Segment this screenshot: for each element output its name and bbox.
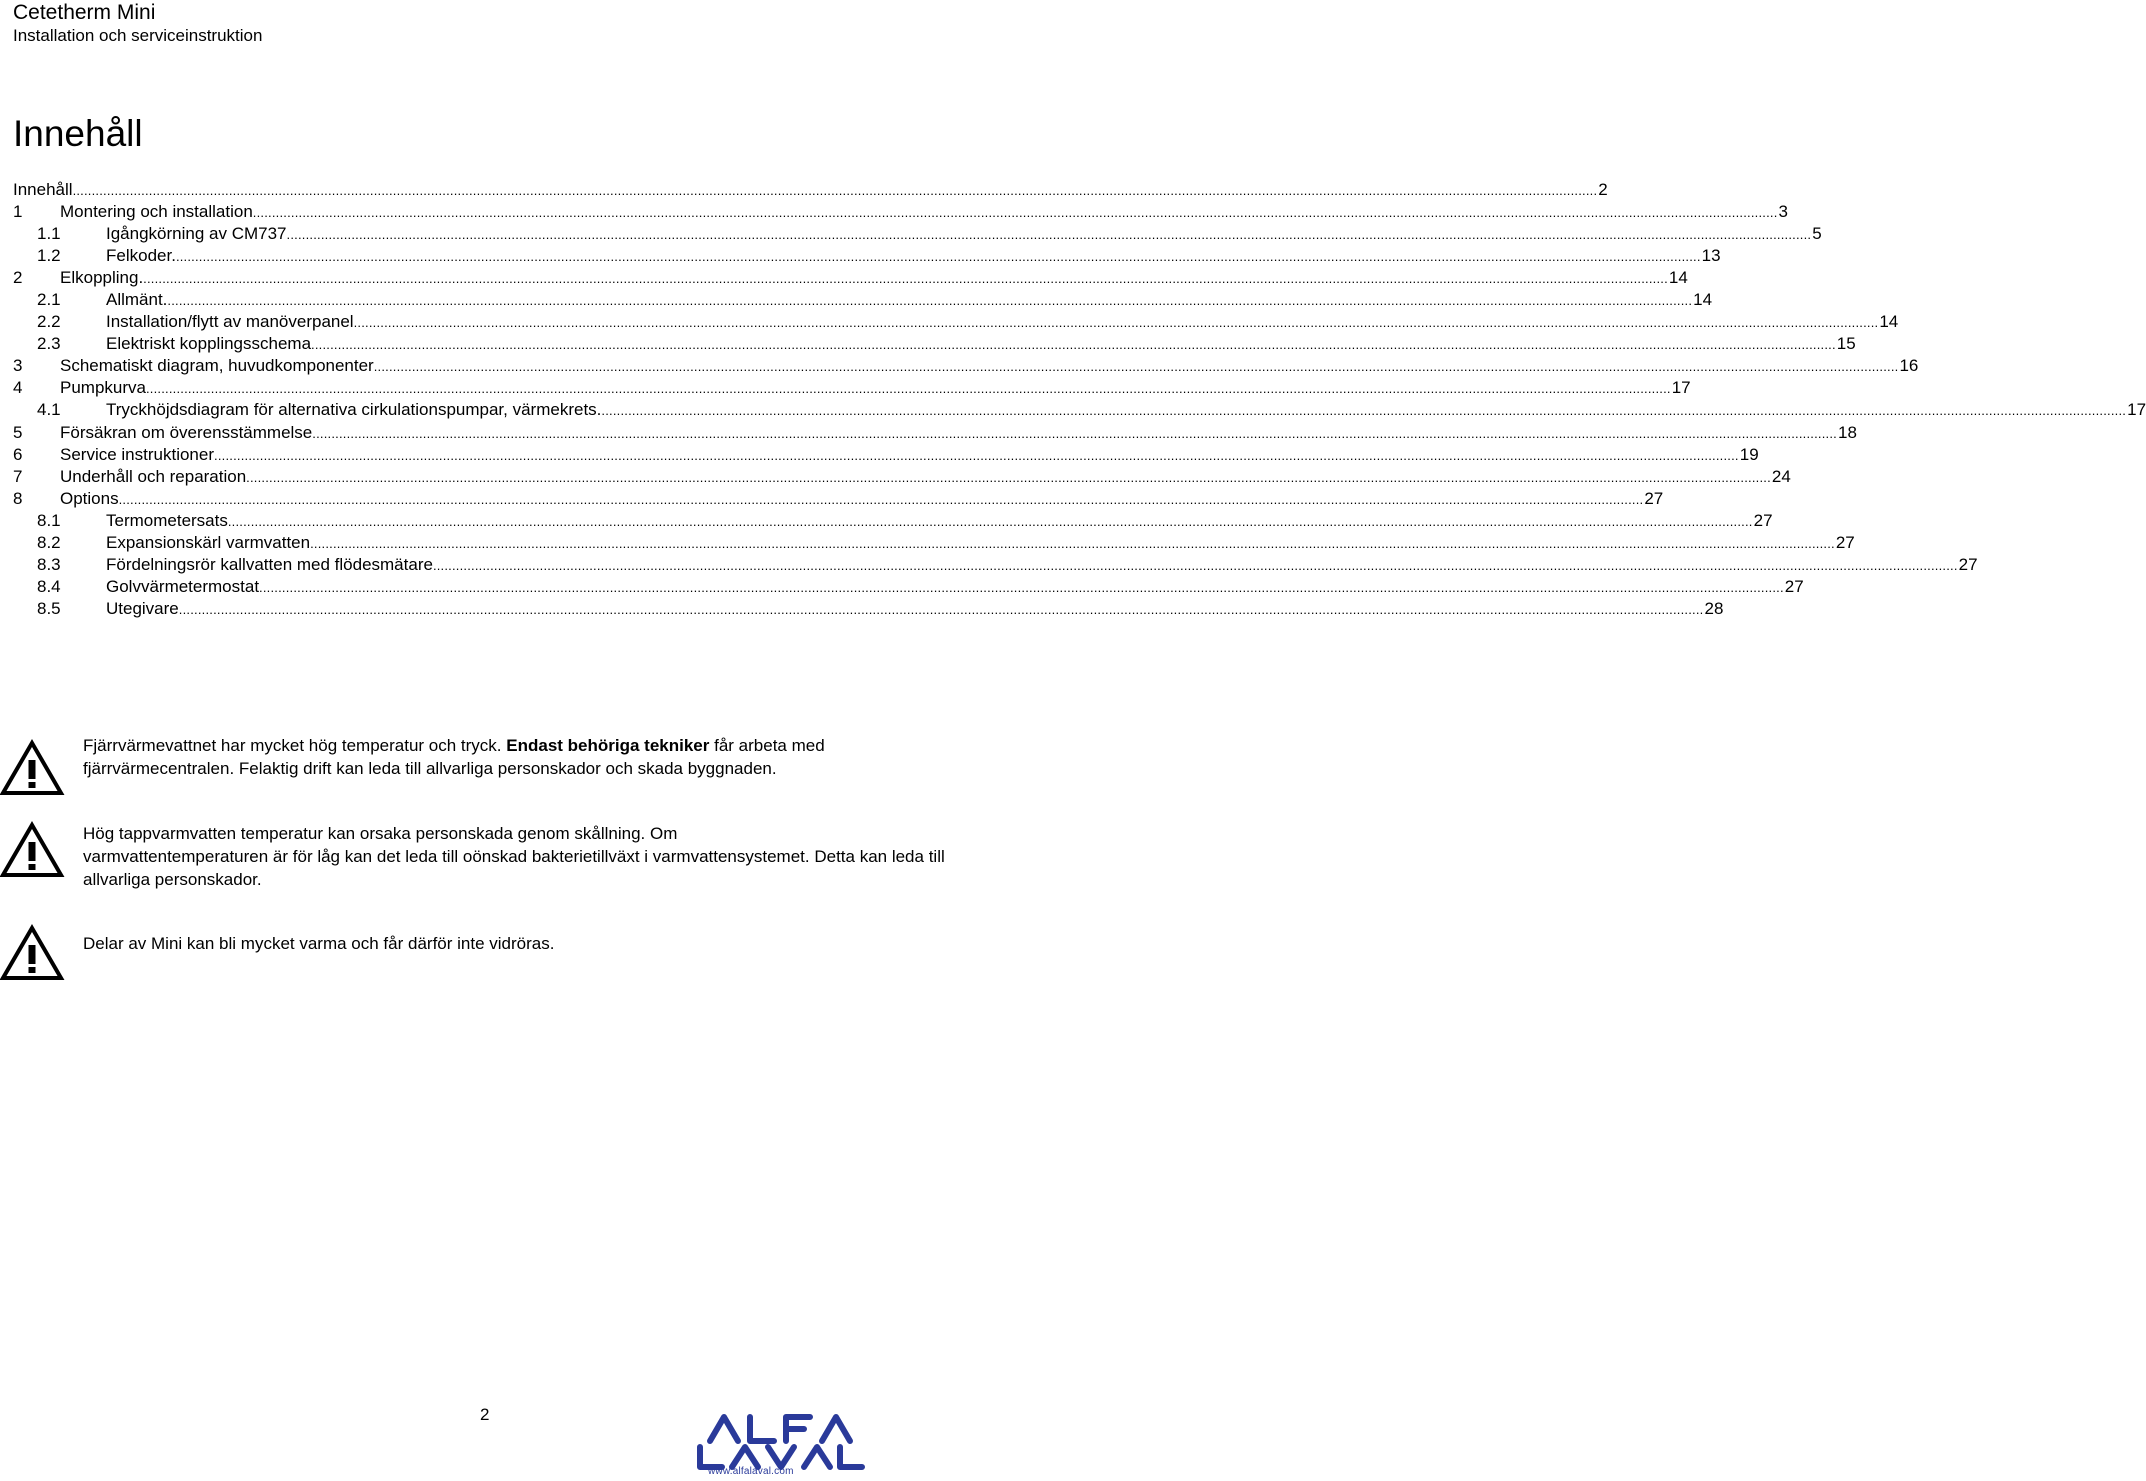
toc-entry-number: 7 [13, 466, 23, 486]
toc-entry-page: 27 [1644, 488, 1664, 508]
toc-entry-page: 27 [1835, 532, 1855, 552]
toc-entry[interactable] [13, 466, 1791, 488]
toc-entry-number: 2 [13, 268, 23, 288]
toc-entry-page: 15 [1836, 334, 1856, 354]
toc-entry[interactable] [13, 532, 1855, 554]
warning-text-1: Fjärrvärmevattnet har mycket hög temperatur och tryck. Endast behöriga tekniker får arbeta med fjärrvärmecentralen. Felaktig drift kan leda till allvarliga personskador och skada byggnaden. [83, 736, 825, 778]
toc-entry-label: Termometersats [106, 510, 228, 530]
toc-entry-page: 28 [1704, 598, 1724, 618]
toc-entry-page: 17 [2127, 400, 2146, 420]
toc-entry-page: 17 [1671, 378, 1691, 398]
toc-entry-page: 27 [1784, 576, 1804, 596]
toc-entry-number: 4 [13, 378, 23, 398]
toc-leader-dots: ................................................................................................................................................................................................................................................................................................................................................................................................................ [118, 491, 1644, 507]
toc-entry-page: 5 [1812, 224, 1822, 244]
toc-entry[interactable] [13, 444, 1759, 466]
toc-leader-dots: ................................................................................................................................................................................................................................................................................................................................................................................................................ [145, 381, 1671, 397]
toc-entry-page: 16 [1899, 356, 1919, 376]
toc-entry[interactable] [13, 598, 1724, 620]
toc-entry-label: Installation/flytt av manöverpanel [106, 312, 354, 332]
toc-leader-dots: ................................................................................................................................................................................................................................................................................................................................................................................................................ [312, 425, 1837, 441]
toc-entry-number: 8.5 [37, 598, 61, 618]
toc-entry-number: 8.3 [37, 554, 61, 574]
toc-leader-dots: ................................................................................................................................................................................................................................................................................................................................................................................................................ [167, 293, 1693, 309]
warning-text-2: Hög tappvarmvatten temperatur kan orsaka personskada genom skållning. Om varmvattentemperaturen är för låg kan det leda till oönskad bakterietillväxt i varmvattensystemet. Detta kan leda till allvarliga personskador. [83, 824, 945, 889]
toc-entry-number: 1 [13, 202, 23, 222]
toc-leader-dots: ................................................................................................................................................................................................................................................................................................................................................................................................................ [311, 337, 1836, 353]
toc-entry[interactable] [13, 245, 1721, 267]
toc-entry-page: 14 [1668, 268, 1688, 288]
toc-entry-page: 27 [1753, 510, 1773, 530]
toc-entry[interactable] [13, 289, 1713, 311]
toc-entry-number: 8.2 [37, 532, 61, 552]
toc-entry-label: Elkoppling. [60, 268, 144, 288]
toc-entry[interactable] [13, 576, 1804, 598]
toc-entry[interactable] [13, 333, 1856, 355]
toc-entry-label: Montering och installation [60, 202, 253, 222]
toc-entry-label: Elektriskt kopplingsschema [106, 334, 312, 354]
toc-entry-number: 4.1 [37, 400, 61, 420]
toc-entry-page: 14 [1693, 290, 1713, 310]
toc-entry[interactable] [13, 311, 1899, 333]
toc-entry-label: Pumpkurva [60, 378, 146, 398]
toc-entry-number: 8.4 [37, 576, 61, 596]
toc-entry[interactable] [13, 510, 1773, 532]
toc-entry[interactable] [13, 488, 1664, 510]
toc-entry-label: Expansionskärl varmvatten [106, 532, 311, 552]
toc-heading: Innehåll [13, 113, 143, 154]
toc-entry-number: 2.1 [37, 290, 61, 310]
toc-entry-label: Schematiskt diagram, huvudkomponenter [60, 356, 374, 376]
toc-leader-dots: ................................................................................................................................................................................................................................................................................................................................................................................................................ [143, 271, 1668, 287]
toc-entry-label: Service instruktioner [60, 444, 215, 464]
toc-entry-label: Innehåll [13, 180, 73, 199]
toc-entry-label: Allmänt. [106, 290, 168, 310]
toc-leader-dots: ................................................................................................................................................................................................................................................................................................................................................................................................................ [246, 469, 1771, 485]
toc-leader-dots: ................................................................................................................................................................................................................................................................................................................................................................................................................ [178, 601, 1704, 617]
toc-entry-page: 24 [1771, 466, 1791, 486]
toc-entry-label: Options [60, 488, 119, 508]
toc-entry-page: 14 [1879, 312, 1899, 332]
toc-leader-dots: ................................................................................................................................................................................................................................................................................................................................................................................................................ [286, 227, 1812, 243]
toc-entry[interactable] [13, 201, 1788, 223]
document-header [13, 0, 262, 47]
toc-entry-label: Utegivare [106, 598, 179, 618]
toc-leader-dots: ................................................................................................................................................................................................................................................................................................................................................................................................................ [259, 579, 1784, 595]
toc-entry-page: 27 [1958, 554, 1978, 574]
toc-entry[interactable] [13, 377, 1691, 399]
toc-leader-dots: ................................................................................................................................................................................................................................................................................................................................................................................................................ [310, 535, 1835, 551]
toc-entry[interactable] [13, 399, 2146, 421]
logo-url: www.alfalaval.com [708, 1466, 794, 1477]
toc-entry[interactable] [13, 267, 1688, 289]
toc-leader-dots: ................................................................................................................................................................................................................................................................................................................................................................................................................ [601, 403, 2127, 419]
toc-leader-dots: ................................................................................................................................................................................................................................................................................................................................................................................................................ [227, 513, 1753, 529]
warning-text-3: Delar av Mini kan bli mycket varma och får därför inte vidröras. [83, 934, 555, 953]
toc-entry-page: 2 [1598, 180, 1608, 199]
toc-entry-number: 6 [13, 444, 23, 464]
toc-entry[interactable] [13, 223, 1822, 245]
toc-leader-dots: ................................................................................................................................................................................................................................................................................................................................................................................................................ [353, 315, 1879, 331]
toc-entry-page: 18 [1838, 422, 1857, 442]
toc-entry-number: 8 [13, 488, 23, 508]
toc-leader-dots: ................................................................................................................................................................................................................................................................................................................................................................................................................ [214, 447, 1739, 463]
document-subtitle: Installation och serviceinstruktion [13, 26, 263, 45]
toc-entry-label: Felkoder. [106, 246, 176, 266]
toc-leader-dots: ................................................................................................................................................................................................................................................................................................................................................................................................................ [373, 359, 1899, 375]
toc-entry-label: Underhåll och reparation [60, 466, 247, 486]
toc-entry-number: 8.1 [37, 510, 61, 530]
toc-entry-page: 19 [1739, 444, 1759, 464]
toc-leader-dots: ................................................................................................................................................................................................................................................................................................................................................................................................................ [252, 205, 1778, 221]
toc-entry[interactable] [13, 422, 1857, 444]
toc-entry-label: Golvvärmetermostat [106, 576, 260, 596]
toc-entry[interactable] [13, 179, 1608, 201]
toc-entry[interactable] [13, 355, 1919, 377]
toc-entry-page: 3 [1778, 202, 1788, 222]
page-number: 2 [480, 1405, 490, 1424]
toc-entry-label: Tryckhöjdsdiagram för alternativa cirkulationspumpar, värmekrets. [106, 400, 602, 420]
toc-entry-label: Försäkran om överensstämmelse [60, 422, 313, 442]
toc-entry-number: 1.2 [37, 246, 61, 266]
table-of-contents [13, 179, 2146, 620]
toc-entry[interactable] [13, 554, 1978, 576]
toc-leader-dots: ................................................................................................................................................................................................................................................................................................................................................................................................................ [175, 249, 1701, 265]
toc-entry-page: 13 [1701, 246, 1721, 266]
toc-entry-number: 2.3 [37, 334, 61, 354]
toc-entry-number: 3 [13, 356, 23, 376]
toc-leader-dots: ................................................................................................................................................................................................................................................................................................................................................................................................................ [72, 183, 1598, 198]
toc-entry-label: Igångkörning av CM737 [106, 224, 287, 244]
toc-entry-label: Fördelningsrör kallvatten med flödesmätare [106, 554, 433, 574]
warning-triangle-icon [0, 822, 64, 878]
toc-entry-number: 5 [13, 422, 23, 442]
warning-triangle-icon [0, 925, 64, 981]
toc-leader-dots: ................................................................................................................................................................................................................................................................................................................................................................................................................ [432, 557, 1958, 573]
document-title: Cetetherm Mini [13, 1, 156, 24]
warning-triangle-icon [0, 740, 64, 796]
toc-entry-number: 2.2 [37, 312, 61, 332]
toc-entry-number: 1.1 [37, 224, 61, 244]
